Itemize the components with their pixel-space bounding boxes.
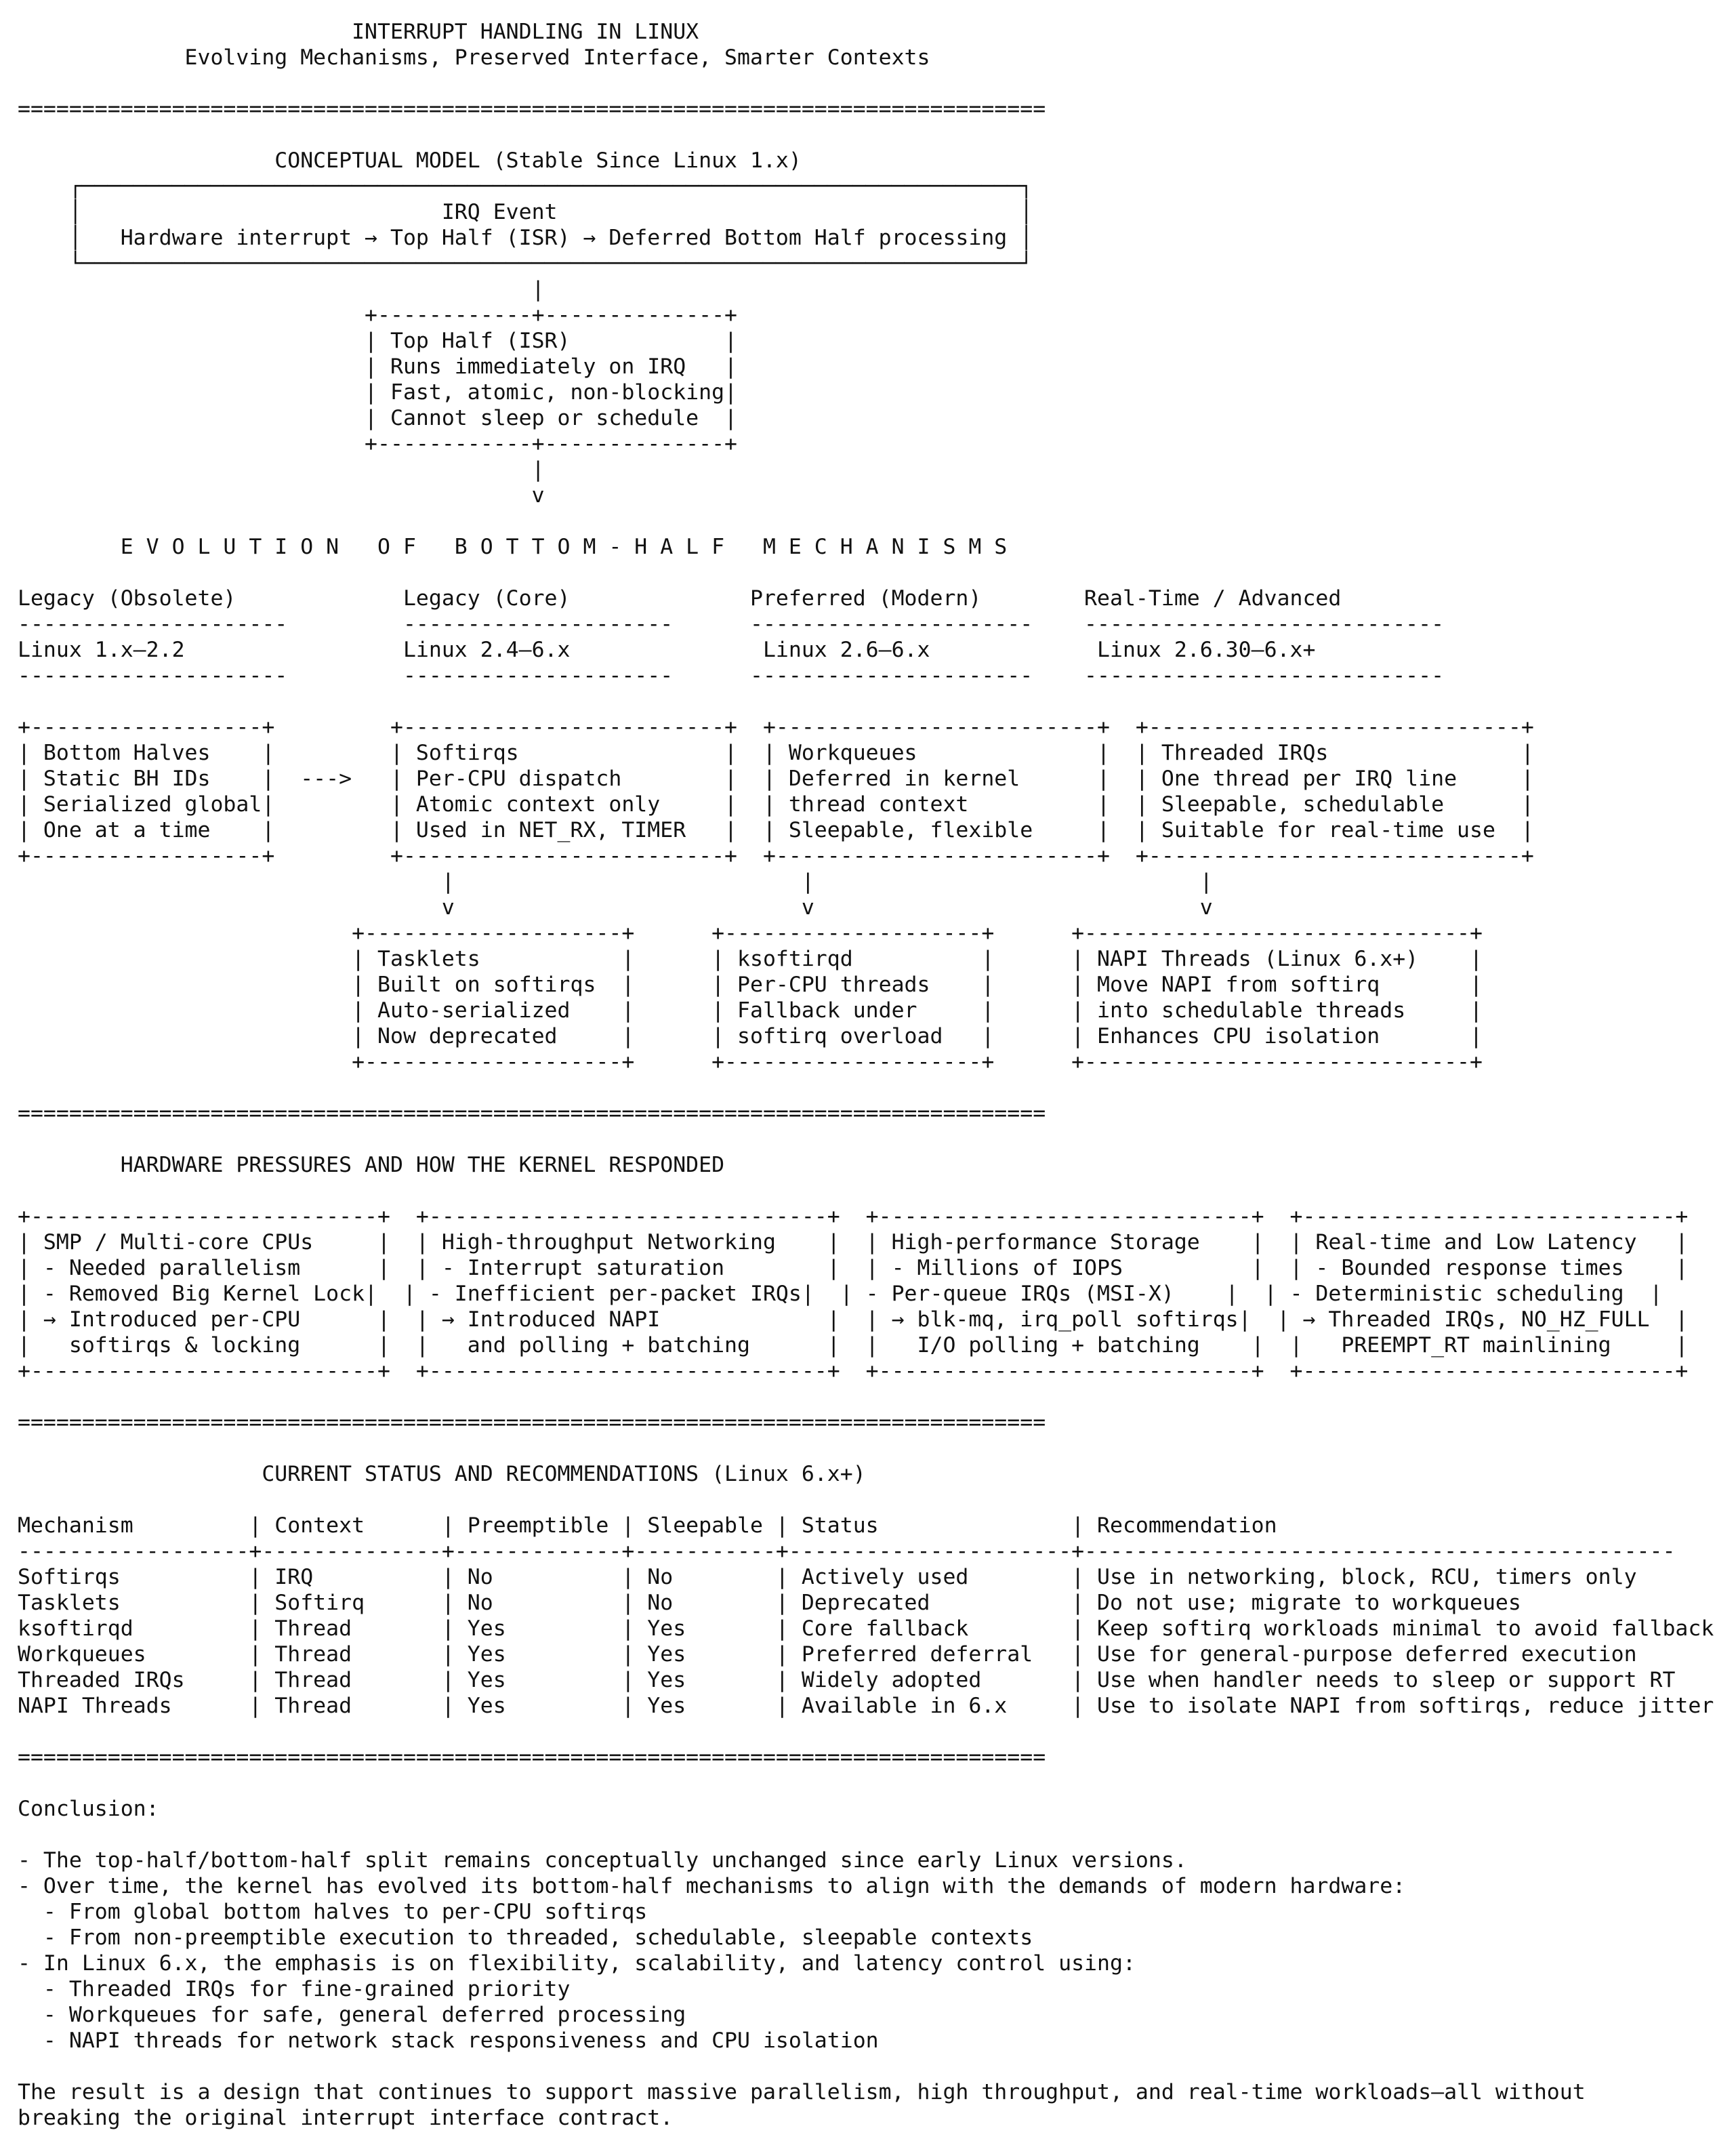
spacer xyxy=(18,508,1714,534)
spacer xyxy=(18,1126,1714,1152)
status-table-rule: ------------------+--------------+-------------+-----------+----------------------+---------------------------------------------- xyxy=(18,1539,1676,1564)
connector-line: | xyxy=(18,277,545,302)
conclusion-line: - From non-preemptible execution to threaded, schedulable, sleepable contexts xyxy=(18,1925,1033,1950)
conclusion-line: - From global bottom halves to per-CPU softirqs xyxy=(18,1900,648,1924)
hardware-boxes-line: | → Introduced per-CPU | | → Introduced NAPI | | → blk-mq, irq_poll softirqs| | → Threaded IRQs, NO_HZ_FULL | xyxy=(18,1307,1689,1332)
connector-arrow: v xyxy=(18,483,545,508)
status-table-row: Tasklets | Softirq | No | No | Deprecated | Do not use; migrate to workqueues xyxy=(18,1591,1521,1615)
conclusion-line: - Threaded IRQs for fine-grained priority xyxy=(18,1977,571,2001)
result-line: The result is a design that continues to support massive parallelism, high throughput, and real-time workloads—all without xyxy=(18,2080,1586,2104)
irq-event-box-top: ┌─────────────────────────────────────────────────────────────────────────┐ xyxy=(18,174,1033,199)
spacer xyxy=(18,1719,1714,1744)
evolution-column-rule: --------------------- --------------------- ---------------------- ---------------------------- xyxy=(18,612,1445,636)
hardware-boxes-line: +---------------------------+ +-------------------------------+ +-----------------------------+ +-----------------------------+ xyxy=(18,1204,1689,1229)
separator: ================================================================================ xyxy=(18,1745,1046,1770)
evolution-heading: E V O L U T I O N O F B O T T O M - H A L F M E C H A N I S M S xyxy=(18,535,1008,559)
hardware-boxes-line: | - Removed Big Kernel Lock| | - Inefficient per-packet IRQs| | - Per-queue IRQs (MSI-X) | | - Deterministic scheduling | xyxy=(18,1282,1663,1306)
sub-boxes-line: | Tasklets | | ksoftirqd | | NAPI Threads (Linux 6.x+) | xyxy=(18,947,1483,971)
hardware-boxes-line: | SMP / Multi-core CPUs | | High-throughput Networking | | High-performance Storage | | Real-time and Low Latency | xyxy=(18,1230,1689,1254)
spacer xyxy=(18,1075,1714,1101)
connector-line: | xyxy=(18,457,545,482)
ascii-diagram xyxy=(18,19,1714,2131)
mechanism-boxes-line: | Static BH IDs | ---> | Per-CPU dispatch | | Deferred in kernel | | One thread per IRQ line | xyxy=(18,767,1534,791)
isr-box-line: | Cannot sleep or schedule | xyxy=(18,406,738,430)
spacer xyxy=(18,1384,1714,1410)
page-subtitle: Evolving Mechanisms, Preserved Interface, Smarter Contexts xyxy=(18,45,930,70)
isr-box-line: | Fast, atomic, non-blocking| xyxy=(18,380,738,405)
conclusion-line: - NAPI threads for network stack responsiveness and CPU isolation xyxy=(18,2028,879,2053)
mechanism-boxes-line: +------------------+ +-------------------------+ +-------------------------+ +-----------------------------+ xyxy=(18,844,1534,868)
isr-box-line: | Runs immediately on IRQ | xyxy=(18,354,738,379)
hardware-heading: HARDWARE PRESSURES AND HOW THE KERNEL RESPONDED xyxy=(18,1153,725,1177)
conceptual-model-heading: CONCEPTUAL MODEL (Stable Since Linux 1.x) xyxy=(18,148,802,173)
spacer xyxy=(18,1178,1714,1204)
status-heading: CURRENT STATUS AND RECOMMENDATIONS (Linux 6.x+) xyxy=(18,1462,866,1486)
sub-boxes-line: | Built on softirqs | | Per-CPU threads | | Move NAPI from softirq | xyxy=(18,973,1483,997)
connector-arrow: v v v xyxy=(18,895,1213,920)
status-table-row: ksoftirqd | Thread | Yes | Yes | Core fallback | Keep softirq workloads minimal to avoid fallback xyxy=(18,1616,1714,1641)
spacer xyxy=(18,1487,1714,1513)
conclusion-line: - Workqueues for safe, general deferred processing xyxy=(18,2003,686,2027)
spacer xyxy=(18,122,1714,148)
sub-boxes-line: | Auto-serialized | | Fallback under | | into schedulable threads | xyxy=(18,998,1483,1023)
status-table-row: Threaded IRQs | Thread | Yes | Yes | Widely adopted | Use when handler needs to sleep or support RT xyxy=(18,1668,1676,1692)
isr-box-line: | Top Half (ISR) | xyxy=(18,329,738,353)
separator: ================================================================================ xyxy=(18,1101,1046,1126)
conclusion-line: - The top-half/bottom-half split remains conceptually unchanged since early Linux versions. xyxy=(18,1848,1187,1873)
sub-boxes-line: +--------------------+ +--------------------+ +------------------------------+ xyxy=(18,921,1483,945)
evolution-column-rule: --------------------- --------------------- ---------------------- ---------------------------- xyxy=(18,664,1445,688)
conclusion-heading: Conclusion: xyxy=(18,1797,159,1821)
mechanism-boxes-line: +------------------+ +-------------------------+ +-------------------------+ +-----------------------------+ xyxy=(18,715,1534,739)
irq-event-box-title: │ IRQ Event │ xyxy=(18,200,1033,224)
spacer xyxy=(18,1770,1714,1796)
page-title: INTERRUPT HANDLING IN LINUX xyxy=(18,20,699,44)
result-line: breaking the original interrupt interface contract. xyxy=(18,2106,674,2130)
irq-event-box-flow: │ Hardware interrupt → Top Half (ISR) → Deferred Bottom Half processing │ xyxy=(18,226,1033,250)
spacer xyxy=(18,560,1714,586)
evolution-column-versions: Linux 1.x–2.2 Linux 2.4–6.x Linux 2.6–6.x Linux 2.6.30–6.x+ xyxy=(18,638,1316,662)
spacer xyxy=(18,1435,1714,1461)
irq-event-box-bottom: └─────────────────────────────────────────────────────────────────────────┘ xyxy=(18,251,1033,276)
spacer xyxy=(18,70,1714,96)
hardware-boxes-line: | - Needed parallelism | | - Interrupt saturation | | - Millions of IOPS | | - Bounded response times | xyxy=(18,1256,1689,1280)
separator: ================================================================================ xyxy=(18,1410,1046,1435)
evolution-column-labels: Legacy (Obsolete) Legacy (Core) Preferred (Modern) Real-Time / Advanced xyxy=(18,586,1342,611)
status-table-row: Workqueues | Thread | Yes | Yes | Preferred deferral | Use for general-purpose deferred execution xyxy=(18,1642,1637,1667)
hardware-boxes-line: +---------------------------+ +-------------------------------+ +-----------------------------+ +-----------------------------+ xyxy=(18,1359,1689,1383)
sub-boxes-line: | Now deprecated | | softirq overload | | Enhances CPU isolation | xyxy=(18,1024,1483,1048)
isr-box-line: +------------+--------------+ xyxy=(18,432,738,456)
conclusion-line: - Over time, the kernel has evolved its bottom-half mechanisms to align with the demands of modern hardware: xyxy=(18,1874,1406,1898)
hardware-boxes-line: | softirqs & locking | | and polling + batching | | I/O polling + batching | | PREEMPT_RT mainlining | xyxy=(18,1333,1689,1358)
isr-box-line: +------------+--------------+ xyxy=(18,303,738,327)
spacer xyxy=(18,689,1714,714)
conclusion-line: - In Linux 6.x, the emphasis is on flexibility, scalability, and latency control using: xyxy=(18,1951,1136,1976)
connector-line: | | | xyxy=(18,870,1213,894)
mechanism-boxes-line: | One at a time | | Used in NET_RX, TIMER | | Sleepable, flexible | | Suitable for real-time use | xyxy=(18,818,1534,842)
spacer xyxy=(18,1822,1714,1848)
status-table-header: Mechanism | Context | Preemptible | Sleepable | Status | Recommendation xyxy=(18,1513,1277,1538)
status-table-row: NAPI Threads | Thread | Yes | Yes | Available in 6.x | Use to isolate NAPI from softirqs, reduce jitter xyxy=(18,1694,1714,1718)
status-table-row: Softirqs | IRQ | No | No | Actively used | Use in networking, block, RCU, timers only xyxy=(18,1565,1637,1589)
spacer xyxy=(18,2054,1714,2079)
separator: ================================================================================ xyxy=(18,97,1046,121)
mechanism-boxes-line: | Serialized global| | Atomic context only | | thread context | | Sleepable, schedulable | xyxy=(18,792,1534,817)
mechanism-boxes-line: | Bottom Halves | | Softirqs | | Workqueues | | Threaded IRQs | xyxy=(18,741,1534,765)
sub-boxes-line: +--------------------+ +--------------------+ +------------------------------+ xyxy=(18,1050,1483,1074)
